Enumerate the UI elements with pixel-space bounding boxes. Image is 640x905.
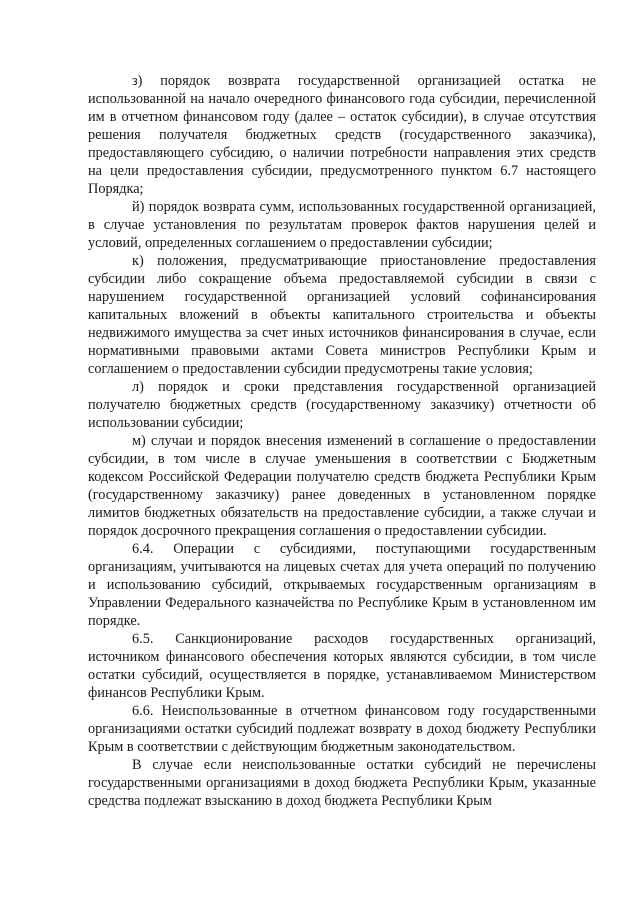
paragraph-clause-6-4: 6.4. Операции с субсидиями, поступающими государственным организациям, учитываются на лицевых счетах для учета операций по получению и использованию субсидий, открываемых государственным организациям в Управлении Федерального казначейства по Республике Крым в установленном им порядке. (88, 541, 596, 629)
paragraph-clause-6-6: 6.6. Неиспользованные в отчетном финансовом году государственными организациями остатки субсидий подлежат возврату в доход бюджету Республики Крым в соответствии с действующим бюджетным законодательством. (88, 703, 596, 755)
paragraph-item-z: з) порядок возврата государственной организацией остатка не использованной на начало очередного финансового года субсидии, перечисленной им в отчетном финансовом году (далее – остаток субсидии), в случае отсутствия решения получателя бюджетных средств (государственного заказчика), предоставляющего субсидию, о наличии потребности направления этих средств на цели предоставления субсидии, предусмотренного пунктом 6.7 настоящего Порядка; (88, 73, 596, 197)
paragraph-item-l: л) порядок и сроки представления государственной организацией получателю бюджетных средств (государственному заказчику) отчетности об использовании субсидии; (88, 379, 596, 431)
document-page (88, 72, 596, 810)
paragraph-item-k: к) положения, предусматривающие приостановление предоставления субсидии либо сокращение объема предоставляемой субсидии в связи с нарушением государственной организацией условий софинансирования капитальных вложений в объекты капитального строительства и объекты недвижимого имущества за счет иных источников финансирования в случае, если нормативными правовыми актами Совета министров Республики Крым и соглашением о предоставлении субсидии предусмотрены такие условия; (88, 253, 596, 377)
paragraph-clause-6-6-continuation: В случае если неиспользованные остатки субсидий не перечислены государственными организациями в доход бюджета Республики Крым, указанные средства подлежат взысканию в доход бюджета Республики Крым (88, 757, 596, 809)
paragraph-item-i: й) порядок возврата сумм, использованных государственной организацией, в случае установления по результатам проверок фактов нарушения целей и условий, определенных соглашением о предоставлении субсидии; (88, 199, 596, 251)
paragraph-item-m: м) случаи и порядок внесения изменений в соглашение о предоставлении субсидии, в том числе в случае уменьшения в соответствии с Бюджетным кодексом Российской Федерации получателю средств бюджета Республики Крым (государственному заказчику) ранее доведенных в установленном порядке лимитов бюджетных обязательств на предоставление субсидии, а также случаи и порядок досрочного прекращения соглашения о предоставлении субсидии. (88, 433, 596, 539)
paragraph-clause-6-5: 6.5. Санкционирование расходов государственных организаций, источником финансового обеспечения которых являются субсидии, в том числе остатки субсидий, осуществляется в порядке, устанавливаемом Министерством финансов Республики Крым. (88, 631, 596, 701)
